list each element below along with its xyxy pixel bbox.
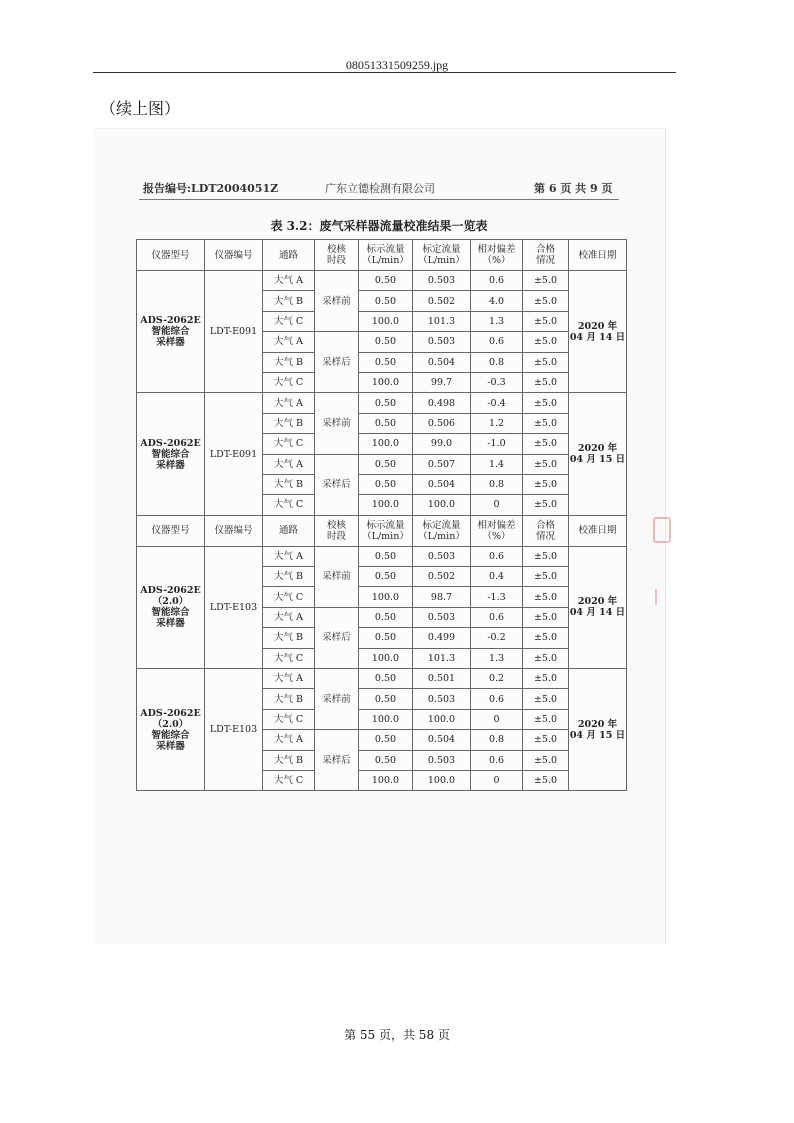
instrument-model-cell bbox=[137, 669, 205, 791]
column-header-line: 校核 bbox=[326, 244, 346, 255]
indicated-flow-cell: 0.50 bbox=[359, 413, 413, 433]
relative-deviation-cell: 0.6 bbox=[471, 689, 523, 709]
column-header bbox=[471, 240, 523, 271]
column-header-line: 校准日期 bbox=[578, 249, 617, 261]
instrument-model-line: 智能综合 bbox=[151, 448, 190, 460]
instrument-model-line: 智能综合 bbox=[151, 729, 190, 741]
check-period-cell: 采样后 bbox=[315, 730, 359, 791]
instrument-model-line: 采样器 bbox=[156, 337, 185, 349]
channel-cell: 大气 C bbox=[263, 311, 315, 331]
pass-criteria-cell: ±5.0 bbox=[523, 372, 569, 392]
indicated-flow-cell: 0.50 bbox=[359, 730, 413, 750]
calibration-date-line: 2020 年 bbox=[577, 320, 618, 332]
relative-deviation-cell: 0.2 bbox=[471, 669, 523, 689]
calibrated-flow-cell: 0.503 bbox=[413, 271, 471, 291]
indicated-flow-cell: 100.0 bbox=[359, 770, 413, 790]
calibrated-flow-cell: 0.503 bbox=[413, 750, 471, 770]
channel-cell: 大气 A bbox=[263, 607, 315, 627]
instrument-model-cell bbox=[137, 271, 205, 393]
relative-deviation-cell: 0.6 bbox=[471, 546, 523, 566]
instrument-model-line: 智能综合 bbox=[151, 326, 190, 338]
calibrated-flow-cell: 0.501 bbox=[413, 669, 471, 689]
channel-cell: 大气 A bbox=[263, 332, 315, 352]
pass-criteria-cell: ±5.0 bbox=[523, 454, 569, 474]
relative-deviation-cell: 1.2 bbox=[471, 413, 523, 433]
indicated-flow-cell: 0.50 bbox=[359, 474, 413, 494]
instrument-model-line: 采样器 bbox=[156, 459, 185, 471]
indicated-flow-cell: 0.50 bbox=[359, 332, 413, 352]
channel-cell: 大气 A bbox=[263, 669, 315, 689]
channel-cell: 大气 B bbox=[263, 474, 315, 494]
instrument-model-line: 采样器 bbox=[156, 740, 185, 752]
indicated-flow-cell: 100.0 bbox=[359, 587, 413, 607]
table-row bbox=[137, 271, 627, 291]
relative-deviation-cell: -0.4 bbox=[471, 393, 523, 413]
indicated-flow-cell: 0.50 bbox=[359, 271, 413, 291]
column-header-line: 时段 bbox=[326, 255, 346, 266]
pass-criteria-cell: ±5.0 bbox=[523, 770, 569, 790]
pass-criteria-cell: ±5.0 bbox=[523, 648, 569, 668]
calibration-date-cell bbox=[569, 669, 627, 791]
instrument-serial-cell: LDT-E091 bbox=[205, 393, 263, 515]
column-header-line: （L/min） bbox=[362, 255, 409, 266]
calibrated-flow-cell: 0.502 bbox=[413, 567, 471, 587]
instrument-serial-cell: LDT-E091 bbox=[205, 271, 263, 393]
column-header-line: 仪器编号 bbox=[214, 525, 253, 537]
column-header-line: （L/min） bbox=[362, 530, 409, 542]
calibrated-flow-cell: 0.503 bbox=[413, 332, 471, 352]
pass-criteria-cell: ±5.0 bbox=[523, 607, 569, 627]
calibrated-flow-cell: 0.504 bbox=[413, 474, 471, 494]
calibrated-flow-cell: 99.7 bbox=[413, 372, 471, 392]
check-period-cell: 采样前 bbox=[315, 669, 359, 730]
relative-deviation-cell: 0.6 bbox=[471, 750, 523, 770]
calibration-date-line: 2020 年 bbox=[577, 443, 618, 455]
calibrated-flow-cell: 98.7 bbox=[413, 587, 471, 607]
column-header-line: 校核 bbox=[326, 519, 346, 531]
calibrated-flow-cell: 0.506 bbox=[413, 413, 471, 433]
calibration-date-cell bbox=[569, 546, 627, 668]
seal-stamp-fragment bbox=[653, 517, 671, 543]
calibration-table-wrapper bbox=[136, 239, 627, 791]
channel-cell: 大气 B bbox=[263, 689, 315, 709]
calibration-table bbox=[136, 239, 627, 791]
calibrated-flow-cell: 0.502 bbox=[413, 291, 471, 311]
channel-cell: 大气 C bbox=[263, 434, 315, 454]
instrument-serial-cell: LDT-E103 bbox=[205, 546, 263, 668]
column-header bbox=[263, 240, 315, 271]
table-header-row bbox=[137, 515, 627, 546]
indicated-flow-cell: 0.50 bbox=[359, 607, 413, 627]
calibrated-flow-cell: 0.503 bbox=[413, 689, 471, 709]
calibration-date-cell bbox=[569, 271, 627, 393]
column-header bbox=[523, 240, 569, 271]
column-header bbox=[137, 240, 205, 271]
column-header bbox=[205, 515, 263, 546]
relative-deviation-cell: -0.2 bbox=[471, 628, 523, 648]
calibrated-flow-cell: 0.507 bbox=[413, 454, 471, 474]
indicated-flow-cell: 0.50 bbox=[359, 352, 413, 372]
calibrated-flow-cell: 101.3 bbox=[413, 648, 471, 668]
table-row bbox=[137, 546, 627, 566]
column-header-line: 情况 bbox=[535, 255, 555, 266]
relative-deviation-cell: 1.4 bbox=[471, 454, 523, 474]
channel-cell: 大气 B bbox=[263, 750, 315, 770]
calibration-date-line: 04 月 15 日 bbox=[569, 454, 626, 466]
channel-cell: 大气 C bbox=[263, 495, 315, 515]
pass-criteria-cell: ±5.0 bbox=[523, 689, 569, 709]
column-header-line: 标定流量 bbox=[422, 519, 461, 531]
column-header-line: 合格 bbox=[535, 519, 555, 531]
scanned-report-image bbox=[93, 128, 666, 944]
indicated-flow-cell: 0.50 bbox=[359, 750, 413, 770]
column-header-line: 情况 bbox=[535, 530, 555, 542]
column-header bbox=[205, 240, 263, 271]
column-header bbox=[137, 515, 205, 546]
check-period-cell: 采样后 bbox=[315, 332, 359, 393]
pass-criteria-cell: ±5.0 bbox=[523, 352, 569, 372]
relative-deviation-cell: 0.4 bbox=[471, 567, 523, 587]
channel-cell: 大气 C bbox=[263, 648, 315, 668]
relative-deviation-cell: 4.0 bbox=[471, 291, 523, 311]
indicated-flow-cell: 100.0 bbox=[359, 372, 413, 392]
instrument-model-line: ADS-2062E bbox=[140, 437, 201, 449]
indicated-flow-cell: 0.50 bbox=[359, 546, 413, 566]
column-header-line: 标定流量 bbox=[422, 244, 461, 255]
column-header bbox=[523, 515, 569, 546]
pass-criteria-cell: ±5.0 bbox=[523, 434, 569, 454]
relative-deviation-cell: 0 bbox=[471, 495, 523, 515]
continued-caption: （续上图） bbox=[100, 99, 181, 118]
scan-header-divider bbox=[139, 199, 619, 200]
column-header-line: 仪器型号 bbox=[151, 525, 190, 537]
channel-cell: 大气 B bbox=[263, 352, 315, 372]
pass-criteria-cell: ±5.0 bbox=[523, 332, 569, 352]
calibration-date-line: 2020 年 bbox=[577, 596, 618, 608]
check-period-cell: 采样前 bbox=[315, 546, 359, 607]
relative-deviation-cell: -0.3 bbox=[471, 372, 523, 392]
channel-cell: 大气 A bbox=[263, 546, 315, 566]
calibration-date-line: 04 月 15 日 bbox=[569, 729, 626, 741]
indicated-flow-cell: 0.50 bbox=[359, 393, 413, 413]
channel-cell: 大气 C bbox=[263, 587, 315, 607]
column-header bbox=[315, 240, 359, 271]
calibrated-flow-cell: 0.499 bbox=[413, 628, 471, 648]
indicated-flow-cell: 0.50 bbox=[359, 291, 413, 311]
relative-deviation-cell: 0 bbox=[471, 709, 523, 729]
relative-deviation-cell: -1.0 bbox=[471, 434, 523, 454]
column-header bbox=[359, 515, 413, 546]
column-header-line: （L/min） bbox=[418, 530, 465, 542]
calibrated-flow-cell: 0.498 bbox=[413, 393, 471, 413]
channel-cell: 大气 B bbox=[263, 628, 315, 648]
column-header bbox=[263, 515, 315, 546]
check-period-cell: 采样前 bbox=[315, 271, 359, 332]
seal-stamp-fragment bbox=[655, 589, 665, 605]
calibration-date-line: 2020 年 bbox=[577, 718, 618, 730]
indicated-flow-cell: 0.50 bbox=[359, 689, 413, 709]
column-header-line: 通路 bbox=[278, 525, 298, 537]
column-header-line: 仪器编号 bbox=[214, 249, 253, 261]
indicated-flow-cell: 0.50 bbox=[359, 567, 413, 587]
relative-deviation-cell: 0.6 bbox=[471, 332, 523, 352]
pass-criteria-cell: ±5.0 bbox=[523, 413, 569, 433]
channel-cell: 大气 A bbox=[263, 271, 315, 291]
indicated-flow-cell: 100.0 bbox=[359, 495, 413, 515]
column-header-line: 仪器型号 bbox=[151, 249, 190, 261]
calibrated-flow-cell: 0.503 bbox=[413, 546, 471, 566]
channel-cell: 大气 B bbox=[263, 413, 315, 433]
indicated-flow-cell: 100.0 bbox=[359, 311, 413, 331]
pass-criteria-cell: ±5.0 bbox=[523, 669, 569, 689]
relative-deviation-cell: 1.3 bbox=[471, 648, 523, 668]
pass-criteria-cell: ±5.0 bbox=[523, 750, 569, 770]
report-number: 报告编号:LDT2004051Z bbox=[143, 182, 279, 195]
pass-criteria-cell: ±5.0 bbox=[523, 474, 569, 494]
column-header-line: 相对偏差 bbox=[477, 244, 516, 255]
instrument-model-line: （2.0） bbox=[152, 718, 189, 730]
header-divider bbox=[93, 72, 676, 73]
check-period-cell: 采样前 bbox=[315, 393, 359, 454]
relative-deviation-cell: 0.6 bbox=[471, 607, 523, 627]
column-header bbox=[569, 240, 627, 271]
indicated-flow-cell: 0.50 bbox=[359, 628, 413, 648]
channel-cell: 大气 A bbox=[263, 730, 315, 750]
column-header-line: （L/min） bbox=[418, 255, 465, 266]
column-header bbox=[413, 515, 471, 546]
calibrated-flow-cell: 0.504 bbox=[413, 730, 471, 750]
column-header bbox=[471, 515, 523, 546]
channel-cell: 大气 C bbox=[263, 770, 315, 790]
column-header-line: （%） bbox=[482, 255, 511, 266]
relative-deviation-cell: 1.3 bbox=[471, 311, 523, 331]
column-header-line: 通路 bbox=[278, 249, 298, 261]
column-header-line: 相对偏差 bbox=[477, 519, 516, 531]
calibrated-flow-cell: 99.0 bbox=[413, 434, 471, 454]
calibration-date-line: 04 月 14 日 bbox=[569, 607, 626, 619]
pass-criteria-cell: ±5.0 bbox=[523, 311, 569, 331]
calibration-date-line: 04 月 14 日 bbox=[569, 331, 626, 343]
relative-deviation-cell: 0.8 bbox=[471, 352, 523, 372]
pass-criteria-cell: ±5.0 bbox=[523, 291, 569, 311]
check-period-cell: 采样后 bbox=[315, 607, 359, 668]
instrument-model-line: ADS-2062E bbox=[140, 707, 201, 719]
instrument-model-line: ADS-2062E bbox=[140, 315, 201, 327]
instrument-serial-cell: LDT-E103 bbox=[205, 669, 263, 791]
page-footer-number: 第 55 页，共 58 页 bbox=[344, 1028, 450, 1042]
column-header-line: 合格 bbox=[535, 244, 555, 255]
pass-criteria-cell: ±5.0 bbox=[523, 628, 569, 648]
table-row bbox=[137, 393, 627, 413]
relative-deviation-cell: 0.8 bbox=[471, 730, 523, 750]
pass-criteria-cell: ±5.0 bbox=[523, 730, 569, 750]
channel-cell: 大气 C bbox=[263, 709, 315, 729]
table-row bbox=[137, 669, 627, 689]
indicated-flow-cell: 0.50 bbox=[359, 454, 413, 474]
column-header-line: （%） bbox=[482, 530, 511, 542]
instrument-model-cell bbox=[137, 546, 205, 668]
pass-criteria-cell: ±5.0 bbox=[523, 567, 569, 587]
calibrated-flow-cell: 100.0 bbox=[413, 709, 471, 729]
relative-deviation-cell: -1.3 bbox=[471, 587, 523, 607]
pass-criteria-cell: ±5.0 bbox=[523, 587, 569, 607]
instrument-model-line: 采样器 bbox=[156, 618, 185, 630]
indicated-flow-cell: 100.0 bbox=[359, 648, 413, 668]
column-header bbox=[315, 515, 359, 546]
page-header-filename: 08051331509259.jpg bbox=[345, 58, 449, 72]
column-header-line: 校准日期 bbox=[578, 525, 617, 537]
column-header bbox=[413, 240, 471, 271]
calibrated-flow-cell: 0.504 bbox=[413, 352, 471, 372]
instrument-model-cell bbox=[137, 393, 205, 515]
pass-criteria-cell: ±5.0 bbox=[523, 393, 569, 413]
instrument-model-line: （2.0） bbox=[152, 596, 189, 608]
pass-criteria-cell: ±5.0 bbox=[523, 271, 569, 291]
table-title: 表 3.2：废气采样器流量校准结果一览表 bbox=[270, 219, 488, 233]
instrument-model-line: 智能综合 bbox=[151, 607, 190, 619]
table-header-row bbox=[137, 240, 627, 271]
column-header-line: 标示流量 bbox=[366, 244, 405, 255]
relative-deviation-cell: 0.6 bbox=[471, 271, 523, 291]
relative-deviation-cell: 0 bbox=[471, 770, 523, 790]
channel-cell: 大气 B bbox=[263, 291, 315, 311]
column-header bbox=[359, 240, 413, 271]
pass-criteria-cell: ±5.0 bbox=[523, 709, 569, 729]
column-header-line: 时段 bbox=[326, 530, 346, 542]
instrument-model-line: ADS-2062E bbox=[140, 585, 201, 597]
column-header bbox=[569, 515, 627, 546]
pass-criteria-cell: ±5.0 bbox=[523, 495, 569, 515]
calibration-date-cell bbox=[569, 393, 627, 515]
calibrated-flow-cell: 100.0 bbox=[413, 770, 471, 790]
column-header-line: 标示流量 bbox=[366, 519, 405, 531]
channel-cell: 大气 B bbox=[263, 567, 315, 587]
channel-cell: 大气 A bbox=[263, 454, 315, 474]
scan-page-info: 第 6 页 共 9 页 bbox=[534, 182, 613, 195]
relative-deviation-cell: 0.8 bbox=[471, 474, 523, 494]
calibrated-flow-cell: 100.0 bbox=[413, 495, 471, 515]
indicated-flow-cell: 0.50 bbox=[359, 669, 413, 689]
company-name: 广东立德检测有限公司 bbox=[325, 182, 435, 195]
calibrated-flow-cell: 101.3 bbox=[413, 311, 471, 331]
check-period-cell: 采样后 bbox=[315, 454, 359, 515]
channel-cell: 大气 A bbox=[263, 393, 315, 413]
indicated-flow-cell: 100.0 bbox=[359, 709, 413, 729]
indicated-flow-cell: 100.0 bbox=[359, 434, 413, 454]
pass-criteria-cell: ±5.0 bbox=[523, 546, 569, 566]
calibrated-flow-cell: 0.503 bbox=[413, 607, 471, 627]
channel-cell: 大气 C bbox=[263, 372, 315, 392]
